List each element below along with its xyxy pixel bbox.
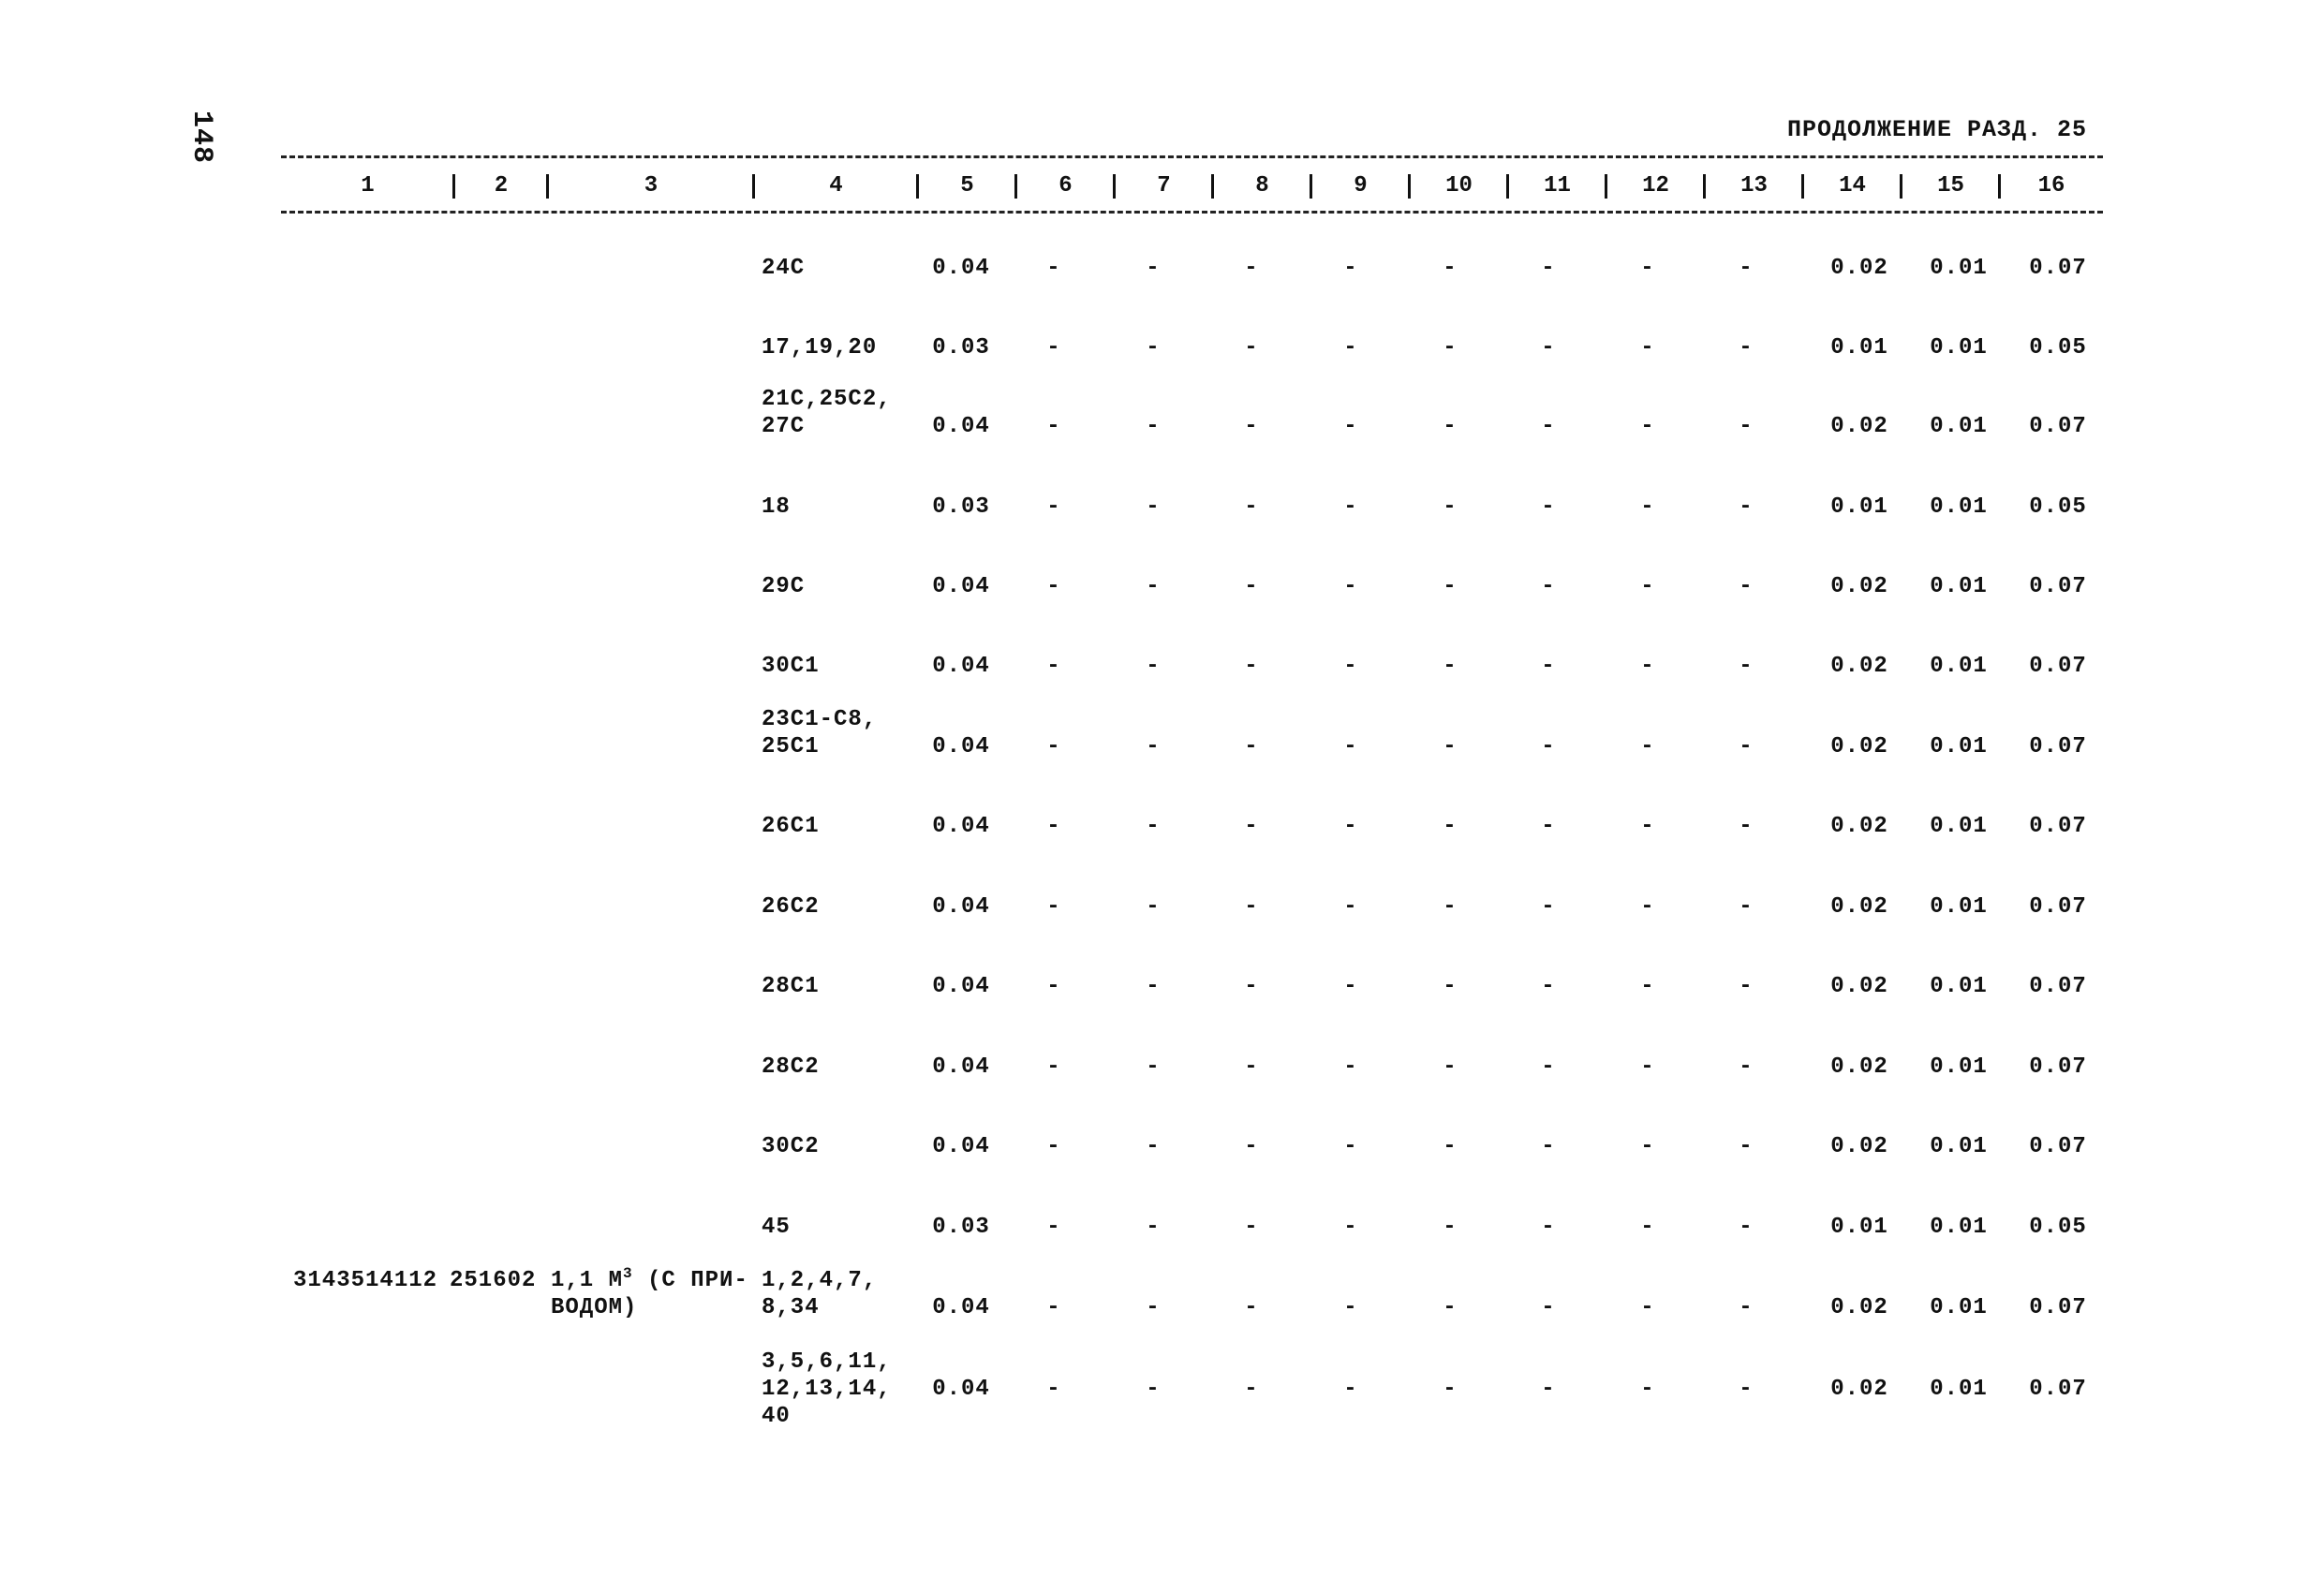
cell-col-16: 0.07	[2029, 814, 2087, 839]
column-header-1: 1	[361, 173, 375, 199]
cell-col-10: -	[1443, 256, 1458, 281]
cell-col-9: -	[1343, 654, 1358, 679]
cell-col-11: -	[1541, 335, 1556, 361]
cell-col-12: -	[1640, 734, 1655, 759]
cell-col-6: -	[1046, 974, 1061, 999]
cell-col-6: -	[1046, 1215, 1061, 1240]
cell-col-10: -	[1443, 974, 1458, 999]
cell-col-2: 251602	[450, 1268, 537, 1293]
cell-col-9: -	[1343, 574, 1358, 599]
cell-col-6: -	[1046, 654, 1061, 679]
cell-col-7: -	[1146, 1215, 1161, 1240]
cell-col-16: 0.07	[2029, 256, 2087, 281]
cell-col-9: -	[1343, 256, 1358, 281]
cell-col-7: -	[1146, 654, 1161, 679]
cell-col-15: 0.01	[1930, 1295, 1988, 1320]
cell-col-8: -	[1244, 1134, 1259, 1159]
cell-col-8: -	[1244, 494, 1259, 520]
cell-col-12: -	[1640, 1054, 1655, 1080]
cell-col-12: -	[1640, 1134, 1655, 1159]
cell-col-9: -	[1343, 494, 1358, 520]
cell-col-7: -	[1146, 414, 1161, 439]
cell-col-10: -	[1443, 1215, 1458, 1240]
cell-col-12: -	[1640, 654, 1655, 679]
cell-col-12: -	[1640, 974, 1655, 999]
cell-col-16: 0.05	[2029, 1215, 2087, 1240]
cell-col-12: -	[1640, 894, 1655, 920]
cell-col-13: -	[1739, 814, 1754, 839]
cell-col-6: -	[1046, 814, 1061, 839]
cell-col-11: -	[1541, 1134, 1556, 1159]
cell-col-11: -	[1541, 814, 1556, 839]
cell-col-5: 0.03	[932, 335, 990, 361]
cell-col-10: -	[1443, 894, 1458, 920]
cell-col-4: 24C	[762, 256, 806, 281]
cell-col-13: -	[1739, 894, 1754, 920]
column-header-9: 9	[1354, 173, 1368, 199]
column-header-4: 4	[829, 173, 843, 199]
column-header-3: 3	[644, 173, 659, 199]
cell-col-13: -	[1739, 1215, 1754, 1240]
cell-col-7: -	[1146, 1054, 1161, 1080]
cell-col-14: 0.02	[1830, 1054, 1888, 1080]
cell-col-14: 0.02	[1830, 414, 1888, 439]
cell-col-9: -	[1343, 414, 1358, 439]
cell-col-14: 0.02	[1830, 974, 1888, 999]
cell-col-4: 1,2,4,7, 8,34	[762, 1268, 878, 1320]
cell-col-5: 0.04	[932, 654, 990, 679]
cell-col-11: -	[1541, 574, 1556, 599]
cell-col-16: 0.07	[2029, 734, 2087, 759]
cell-col-4: 18	[762, 494, 791, 520]
cell-col-15: 0.01	[1930, 974, 1988, 999]
cell-col-12: -	[1640, 256, 1655, 281]
column-header-13: 13	[1740, 173, 1768, 199]
cell-col-10: -	[1443, 414, 1458, 439]
cell-col-1: 3143514112	[293, 1268, 438, 1293]
cell-col-8: -	[1244, 256, 1259, 281]
cell-col-15: 0.01	[1930, 1054, 1988, 1080]
cell-col-13: -	[1739, 1134, 1754, 1159]
cell-col-6: -	[1046, 1054, 1061, 1080]
cell-col-12: -	[1640, 414, 1655, 439]
cell-col-4: 45	[762, 1215, 791, 1240]
column-header-16: 16	[2037, 173, 2065, 199]
column-header-15: 15	[1937, 173, 1964, 199]
cell-col-11: -	[1541, 974, 1556, 999]
cell-col-11: -	[1541, 1215, 1556, 1240]
cell-col-11: -	[1541, 654, 1556, 679]
cell-col-6: -	[1046, 335, 1061, 361]
cell-col-7: -	[1146, 1134, 1161, 1159]
cell-col-13: -	[1739, 1054, 1754, 1080]
cell-col-5: 0.03	[932, 1215, 990, 1240]
cell-col-4: 29C	[762, 574, 806, 599]
cell-col-15: 0.01	[1930, 894, 1988, 920]
cell-col-16: 0.05	[2029, 494, 2087, 520]
column-header-14: 14	[1839, 173, 1866, 199]
cell-col-14: 0.02	[1830, 574, 1888, 599]
cell-col-10: -	[1443, 1377, 1458, 1402]
cell-col-6: -	[1046, 894, 1061, 920]
cell-col-7: -	[1146, 256, 1161, 281]
cell-col-13: -	[1739, 654, 1754, 679]
cell-col-14: 0.02	[1830, 654, 1888, 679]
cell-col-15: 0.01	[1930, 654, 1988, 679]
cell-col-6: -	[1046, 414, 1061, 439]
cell-col-16: 0.07	[2029, 654, 2087, 679]
cell-col-13: -	[1739, 974, 1754, 999]
cell-col-13: -	[1739, 414, 1754, 439]
column-header-12: 12	[1642, 173, 1669, 199]
cell-col-3-text: 1,1 М	[551, 1268, 624, 1293]
cell-col-11: -	[1541, 1295, 1556, 1320]
cell-col-7: -	[1146, 1377, 1161, 1402]
cell-col-13: -	[1739, 574, 1754, 599]
cell-col-6: -	[1046, 574, 1061, 599]
cell-col-10: -	[1443, 1054, 1458, 1080]
cell-col-9: -	[1343, 1377, 1358, 1402]
cell-col-9: -	[1343, 1134, 1358, 1159]
cell-col-10: -	[1443, 335, 1458, 361]
cell-col-4: 26C2	[762, 894, 820, 920]
cell-col-8: -	[1244, 654, 1259, 679]
cell-col-8: -	[1244, 1054, 1259, 1080]
cell-col-11: -	[1541, 256, 1556, 281]
column-header-6: 6	[1058, 173, 1073, 199]
cell-col-14: 0.02	[1830, 734, 1888, 759]
cell-col-15: 0.01	[1930, 1215, 1988, 1240]
column-header-7: 7	[1157, 173, 1171, 199]
cell-col-15: 0.01	[1930, 574, 1988, 599]
cell-col-10: -	[1443, 1295, 1458, 1320]
cell-col-7: -	[1146, 335, 1161, 361]
cell-col-5: 0.04	[932, 894, 990, 920]
cell-col-4: 28C1	[762, 974, 820, 999]
cell-col-12: -	[1640, 335, 1655, 361]
cell-col-10: -	[1443, 814, 1458, 839]
cell-col-6: -	[1046, 256, 1061, 281]
cell-col-12: -	[1640, 574, 1655, 599]
cell-col-14: 0.02	[1830, 1134, 1888, 1159]
cell-col-11: -	[1541, 414, 1556, 439]
cell-col-9: -	[1343, 894, 1358, 920]
column-header-5: 5	[960, 173, 974, 199]
cell-col-15: 0.01	[1930, 494, 1988, 520]
cell-col-9: -	[1343, 734, 1358, 759]
cell-col-16: 0.05	[2029, 335, 2087, 361]
cell-col-12: -	[1640, 1215, 1655, 1240]
cell-col-5: 0.03	[932, 494, 990, 520]
cell-col-16: 0.07	[2029, 1054, 2087, 1080]
cell-col-16: 0.07	[2029, 894, 2087, 920]
cell-col-11: -	[1541, 894, 1556, 920]
cell-col-3-tail: (С ПРИ-	[632, 1268, 748, 1293]
cell-col-12: -	[1640, 1295, 1655, 1320]
cell-col-5: 0.04	[932, 814, 990, 839]
cell-col-11: -	[1541, 1054, 1556, 1080]
cell-col-5: 0.04	[932, 1295, 990, 1320]
cell-col-15: 0.01	[1930, 734, 1988, 759]
cell-col-3	[551, 1267, 748, 1294]
cell-col-13: -	[1739, 494, 1754, 520]
cell-col-13: -	[1739, 256, 1754, 281]
cell-col-15: 0.01	[1930, 1134, 1988, 1159]
cell-col-13: -	[1739, 734, 1754, 759]
cell-col-15: 0.01	[1930, 256, 1988, 281]
cell-col-5: 0.04	[932, 974, 990, 999]
cell-col-14: 0.02	[1830, 1377, 1888, 1402]
cell-col-10: -	[1443, 654, 1458, 679]
cell-col-14: 0.02	[1830, 256, 1888, 281]
cell-col-10: -	[1443, 734, 1458, 759]
cell-col-15: 0.01	[1930, 814, 1988, 839]
cell-col-8: -	[1244, 814, 1259, 839]
cell-col-5: 0.04	[932, 574, 990, 599]
cell-col-14: 0.02	[1830, 814, 1888, 839]
cell-col-9: -	[1343, 1215, 1358, 1240]
cell-col-12: -	[1640, 1377, 1655, 1402]
cell-col-15: 0.01	[1930, 414, 1988, 439]
column-header-10: 10	[1445, 173, 1473, 199]
cell-col-8: -	[1244, 1215, 1259, 1240]
cell-col-4: 21C,25C2, 27C	[762, 387, 892, 439]
cell-col-4: 30C2	[762, 1134, 820, 1159]
cell-col-11: -	[1541, 734, 1556, 759]
cell-col-9: -	[1343, 814, 1358, 839]
cell-col-16: 0.07	[2029, 574, 2087, 599]
cell-col-7: -	[1146, 734, 1161, 759]
cell-col-13: -	[1739, 1295, 1754, 1320]
cell-col-7: -	[1146, 1295, 1161, 1320]
cell-col-11: -	[1541, 494, 1556, 520]
cell-col-5: 0.04	[932, 256, 990, 281]
cell-col-8: -	[1244, 335, 1259, 361]
cell-col-14: 0.01	[1830, 335, 1888, 361]
cell-col-5: 0.04	[932, 1134, 990, 1159]
cell-col-7: -	[1146, 974, 1161, 999]
cell-col-7: -	[1146, 574, 1161, 599]
cell-col-5: 0.04	[932, 1054, 990, 1080]
cell-col-11: -	[1541, 1377, 1556, 1402]
cell-col-12: -	[1640, 814, 1655, 839]
cell-col-16: 0.07	[2029, 1377, 2087, 1402]
cell-col-6: -	[1046, 494, 1061, 520]
cell-col-4: 17,19,20	[762, 335, 878, 361]
cell-col-9: -	[1343, 335, 1358, 361]
cell-col-16: 0.07	[2029, 974, 2087, 999]
cell-col-4: 28C2	[762, 1054, 820, 1080]
cell-col-14: 0.01	[1830, 1215, 1888, 1240]
cell-col-9: -	[1343, 1054, 1358, 1080]
cell-col-16: 0.07	[2029, 1134, 2087, 1159]
cell-col-13: -	[1739, 335, 1754, 361]
cell-col-6: -	[1046, 1295, 1061, 1320]
cell-col-5: 0.04	[932, 734, 990, 759]
cell-col-14: 0.02	[1830, 1295, 1888, 1320]
cell-col-3-superscript: 3	[623, 1265, 633, 1282]
cell-col-4: 26C1	[762, 814, 820, 839]
cell-col-5: 0.04	[932, 1377, 990, 1402]
cell-col-15: 0.01	[1930, 1377, 1988, 1402]
cell-col-8: -	[1244, 734, 1259, 759]
cell-col-9: -	[1343, 1295, 1358, 1320]
cell-col-7: -	[1146, 894, 1161, 920]
cell-col-16: 0.07	[2029, 1295, 2087, 1320]
cell-col-4: 30C1	[762, 654, 820, 679]
cell-col-7: -	[1146, 814, 1161, 839]
cell-col-8: -	[1244, 1377, 1259, 1402]
cell-col-8: -	[1244, 894, 1259, 920]
cell-col-8: -	[1244, 974, 1259, 999]
cell-col-12: -	[1640, 494, 1655, 520]
cell-col-10: -	[1443, 1134, 1458, 1159]
cell-col-14: 0.02	[1830, 894, 1888, 920]
cell-col-4: 23C1-C8, 25C1	[762, 707, 878, 759]
column-header-2: 2	[494, 173, 509, 199]
cell-col-8: -	[1244, 414, 1259, 439]
cell-col-3-line2: ВОДОМ)	[551, 1295, 638, 1320]
cell-col-15: 0.01	[1930, 335, 1988, 361]
cell-col-5: 0.04	[932, 414, 990, 439]
cell-col-8: -	[1244, 1295, 1259, 1320]
cell-col-8: -	[1244, 574, 1259, 599]
cell-col-7: -	[1146, 494, 1161, 520]
cell-col-10: -	[1443, 494, 1458, 520]
cell-col-9: -	[1343, 974, 1358, 999]
page-heading: ПРОДОЛЖЕНИЕ РАЗД. 25	[1787, 116, 2088, 143]
cell-col-10: -	[1443, 574, 1458, 599]
page-number: 148	[185, 111, 217, 165]
column-header-11: 11	[1544, 173, 1571, 199]
cell-col-6: -	[1046, 734, 1061, 759]
cell-col-6: -	[1046, 1377, 1061, 1402]
cell-col-6: -	[1046, 1134, 1061, 1159]
cell-col-13: -	[1739, 1377, 1754, 1402]
cell-col-14: 0.01	[1830, 494, 1888, 520]
cell-col-4: 3,5,6,11, 12,13,14, 40	[762, 1349, 892, 1429]
column-header-8: 8	[1255, 173, 1269, 199]
cell-col-16: 0.07	[2029, 414, 2087, 439]
